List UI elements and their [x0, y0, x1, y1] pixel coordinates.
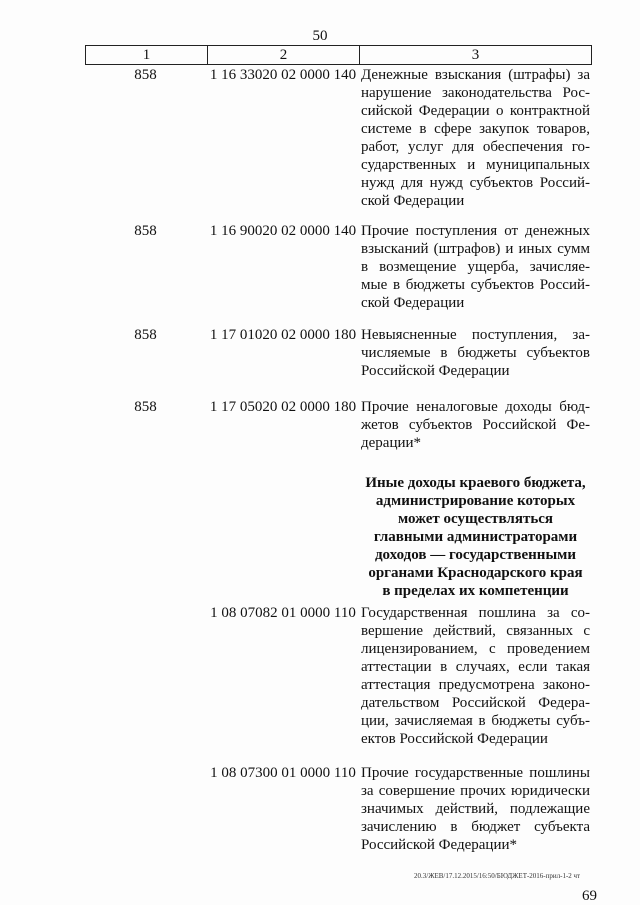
income-code: 1 16 33020 02 0000 140: [209, 67, 357, 83]
header-col-3: 3: [471, 47, 480, 63]
description-line: аттестации в случаях, если такая: [361, 659, 590, 675]
description-line: взысканий (штрафов) и иных сумм: [361, 241, 590, 257]
income-description: [361, 222, 590, 312]
table-header: [85, 45, 592, 65]
description-line: мые в бюджеты субъектов Россий-: [361, 277, 590, 293]
income-code: 1 08 07082 01 0000 110: [210, 605, 356, 621]
description-line: нарушение законодательства Рос-: [361, 85, 590, 101]
description-line: за совершение прочих юридически: [361, 783, 590, 799]
description-line: ской Федерации: [361, 295, 465, 311]
section-heading-line: администрирование которых: [375, 493, 576, 509]
corner-page-number: 69: [582, 888, 597, 904]
description-line: Российской Федерации: [361, 363, 510, 379]
description-line: Прочие государственные пошлины: [361, 765, 590, 781]
section-heading-line: доходов — государственными: [374, 547, 577, 563]
description-line: числяемые в бюджеты субъектов: [361, 345, 590, 361]
header-col-2: 2: [208, 46, 360, 64]
description-line: сударственных и муниципальных: [361, 157, 590, 173]
description-line: сийской Федерации о контрактной: [361, 103, 590, 119]
description-line: лицензированием, с проведением: [361, 641, 590, 657]
section-heading: [361, 474, 590, 600]
description-line: Невыясненные поступления, за-: [361, 327, 590, 343]
section-heading-line: может осуществляться: [397, 511, 554, 527]
description-line: дерации*: [361, 435, 422, 451]
description-line: ской Федерации: [361, 193, 465, 209]
income-code: 1 16 90020 02 0000 140: [209, 223, 357, 239]
admin-code: 858: [134, 67, 157, 83]
description-line: Российской Федерации*: [361, 837, 518, 853]
section-heading-line: в пределах их компетенции: [382, 583, 569, 599]
document-footer: 20.3/ЖЕВ/17.12.2015/16:50/БЮДЖЕТ-2016-прил-1-2 чт: [414, 872, 581, 880]
income-description: [361, 604, 590, 748]
description-line: Денежные взыскания (штрафы) за: [361, 67, 590, 83]
description-line: значимых действий, подлежащие: [361, 801, 590, 817]
description-line: зачислению в бюджет субъекта: [361, 819, 590, 835]
admin-code: 858: [134, 327, 157, 343]
income-description: [361, 764, 590, 854]
description-line: в возмещение ущерба, зачисляе-: [361, 259, 590, 275]
admin-code: 858: [134, 399, 157, 415]
description-line: работ, услуг для обеспечения го-: [361, 139, 590, 155]
description-line: системе в сфере закупок товаров,: [361, 121, 590, 137]
description-line: Государственная пошлина за со-: [361, 605, 590, 621]
description-line: ектов Российской Федерации: [361, 731, 548, 747]
page-number: 50: [312, 28, 328, 44]
description-line: аттестация предусмотрена законо-: [361, 677, 590, 693]
income-description: [361, 398, 590, 452]
description-line: нужд для нужд субъектов Россий-: [361, 175, 590, 191]
section-heading-line: органами Краснодарского края: [368, 565, 583, 581]
section-heading-line: главными администраторами: [373, 529, 578, 545]
income-code: 1 17 05020 02 0000 180: [209, 399, 357, 415]
income-code: 1 08 07300 01 0000 110: [210, 765, 356, 781]
description-line: вершение действий, связанных с: [361, 623, 590, 639]
description-line: жетов субъектов Российской Фе-: [361, 417, 590, 433]
description-line: дательством Российской Федера-: [361, 695, 590, 711]
description-line: ции, зачисляемая в бюджеты субъ-: [361, 713, 590, 729]
income-description: [361, 326, 590, 380]
admin-code: 858: [134, 223, 157, 239]
header-col-1: 1: [86, 46, 208, 64]
section-heading-line: Иные доходы краевого бюджета,: [365, 475, 586, 491]
description-line: Прочие неналоговые доходы бюд-: [361, 399, 590, 415]
income-code: 1 17 01020 02 0000 180: [209, 327, 357, 343]
description-line: Прочие поступления от денежных: [361, 223, 590, 239]
income-description: [361, 66, 590, 210]
